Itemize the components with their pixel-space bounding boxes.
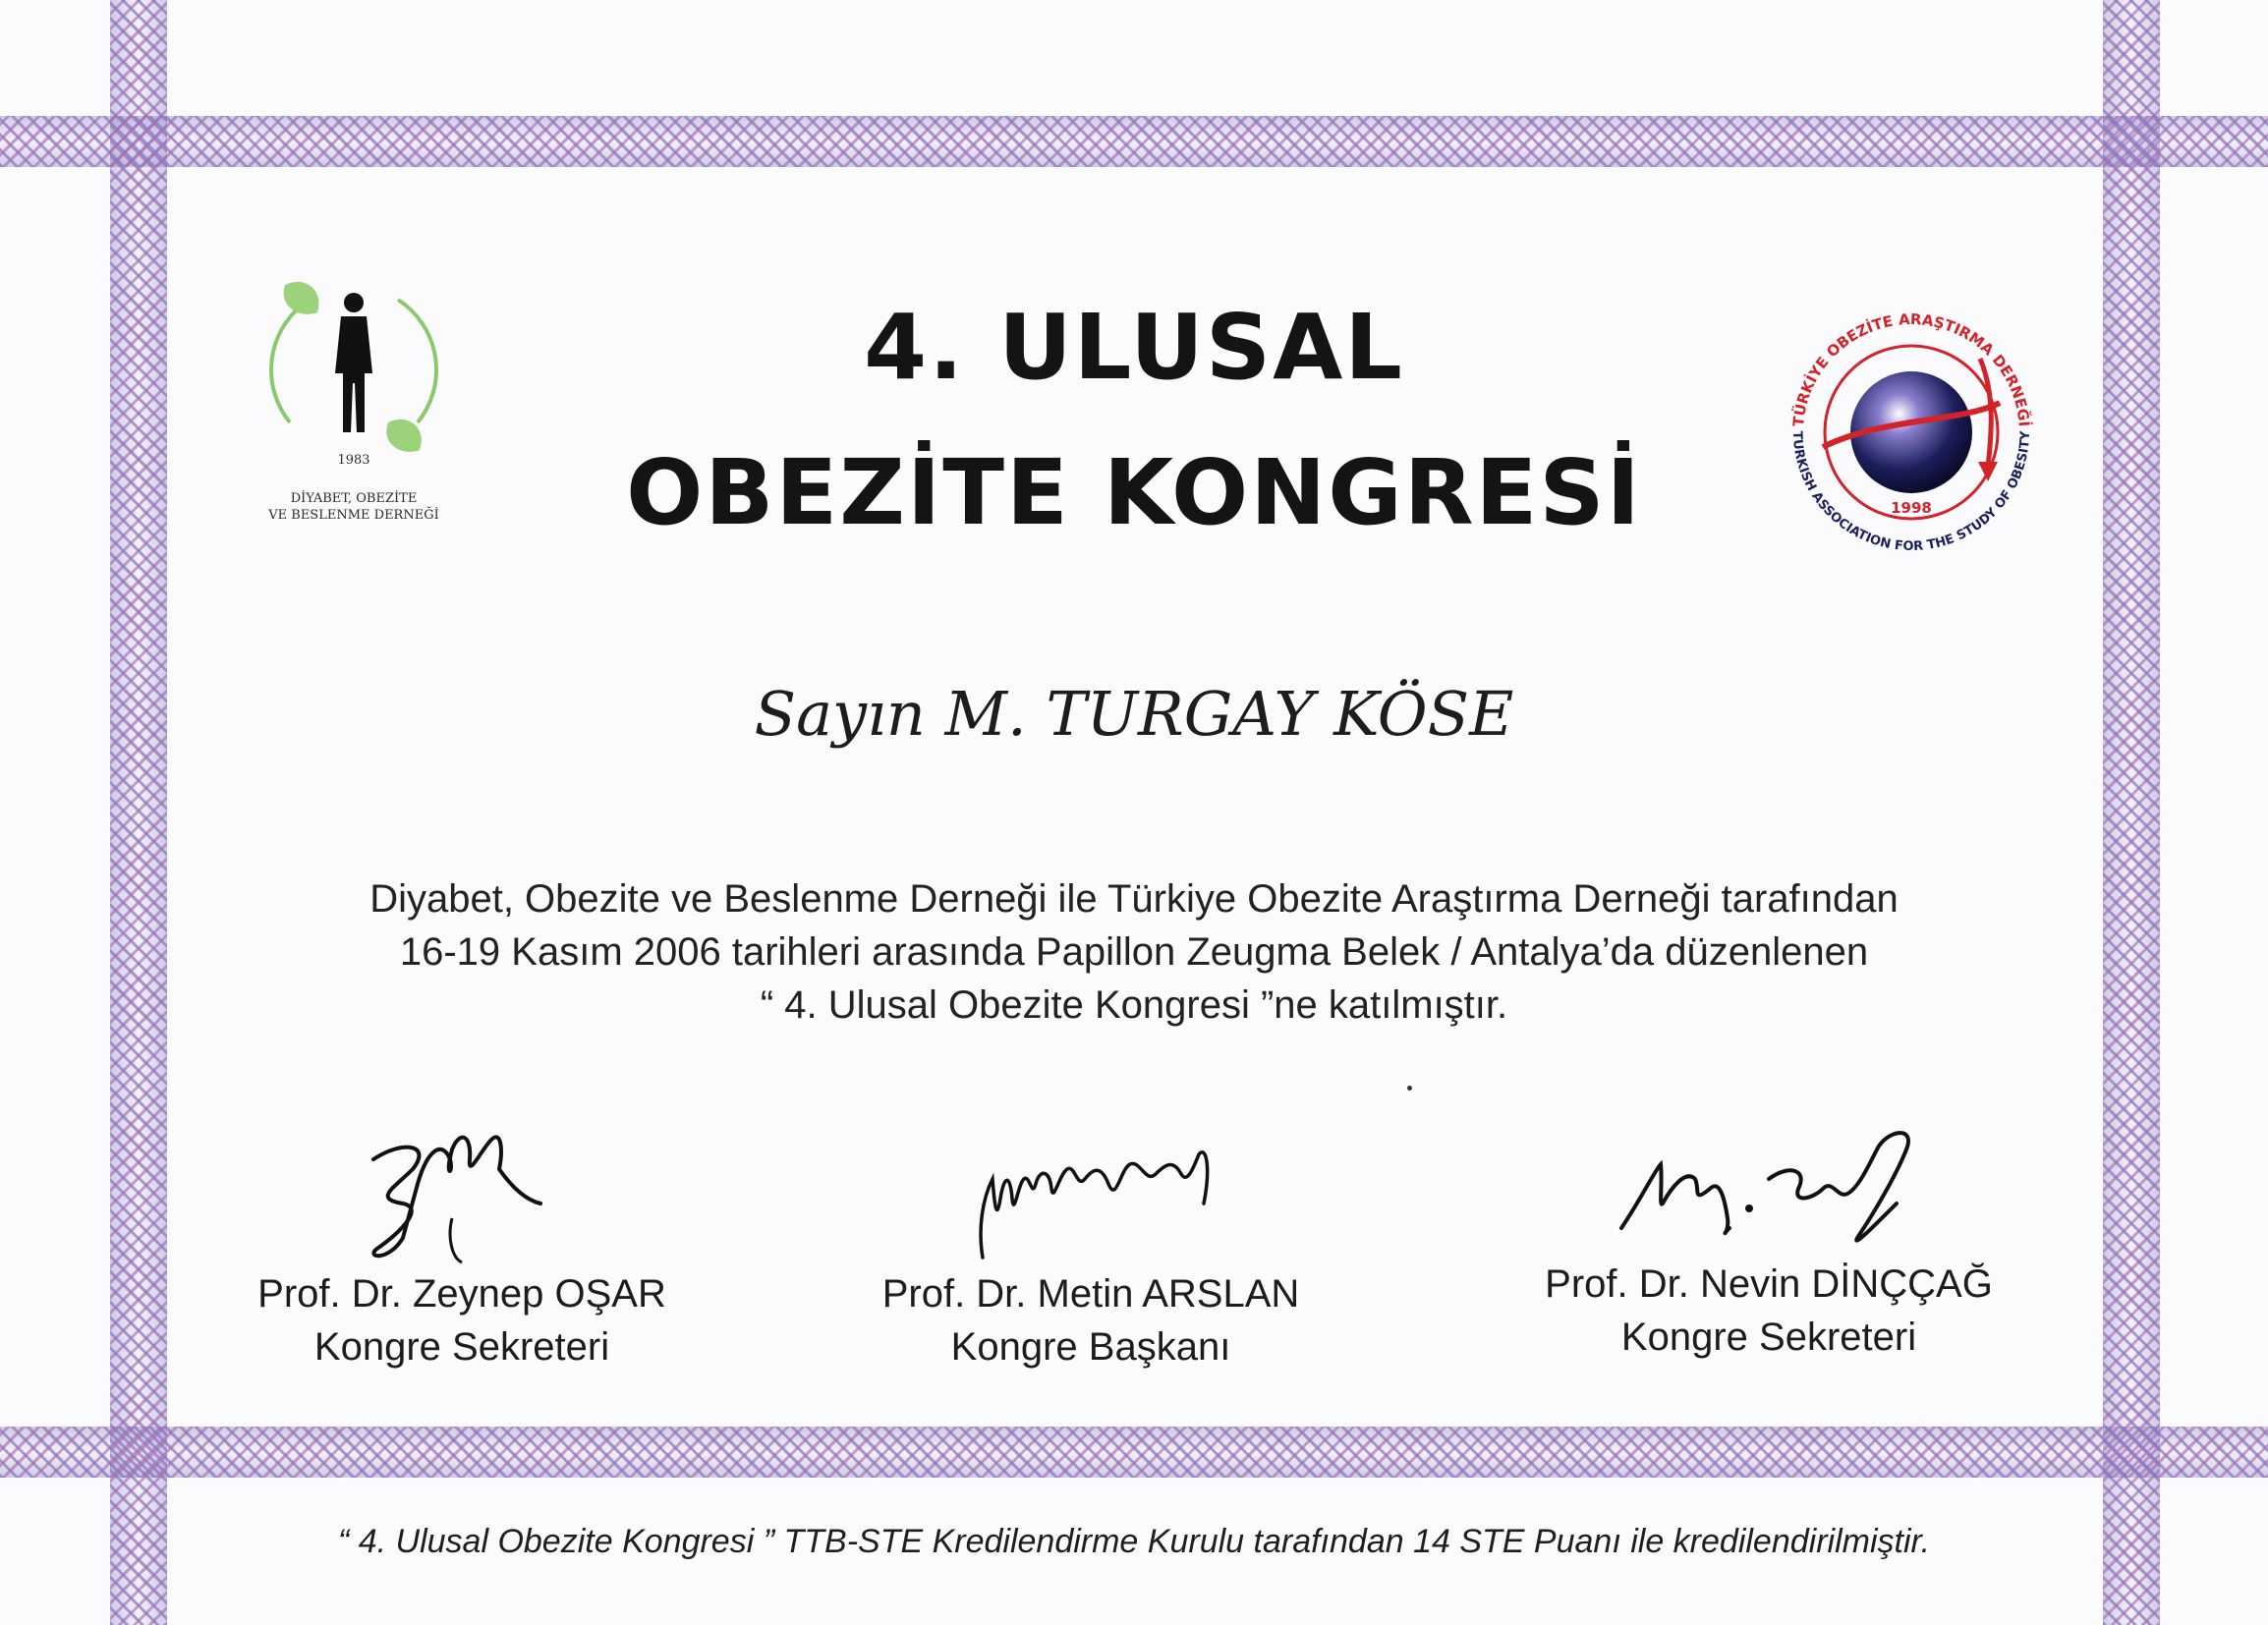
handwritten-signature-2 [953,1130,1228,1267]
border-bottom [0,1427,2268,1478]
signatory-3-name: Prof. Dr. Nevin DİNÇÇAĞ [1545,1262,1993,1306]
logo-right-ring-bottom: TURKISH ASSOCIATION FOR THE STUDY OF OBESITY [1788,430,2034,555]
handwritten-signature-3 [1602,1110,1936,1258]
signatory-3 [1494,1110,2044,1364]
border-right [2103,0,2160,1625]
logo-right-ring-top: TÜRKİYE OBEZİTE ARAŞTIRMA DERNEĞİ [1789,309,2033,427]
credit-note: “ 4. Ulusal Obezite Kongresi ” TTB-STE Kredilendirme Kurulu tarafından 14 STE Puanı ile kredilendirilmiştir. [337,1523,1931,1560]
body-line-3: “ 4. Ulusal Obezite Kongresi ”ne katılmıştır. [760,983,1508,1027]
handwritten-signature-1 [334,1091,590,1267]
body-line-2: 16-19 Kasım 2006 tarihleri arasında Papillon Zeugma Belek / Antalya’da düzenlenen [399,930,1869,974]
signatory-2 [825,1130,1356,1373]
title-line-2: OBEZİTE KONGRESİ [626,440,1642,545]
logo-left-name-line-1: DİYABET, OBEZİTE [290,491,418,506]
ink-dot [1407,1086,1412,1091]
border-top [0,116,2268,167]
signatory-2-role: Kongre Başkanı [950,1325,1231,1369]
recipient-name: Sayın M. TURGAY KÖSE [754,678,1514,750]
title-line-1: 4. ULUSAL [864,295,1404,400]
signatory-2-name: Prof. Dr. Metin ARSLAN [881,1272,1300,1316]
signatory-1 [197,1091,727,1373]
body-line-1: Diyabet, Obezite ve Beslenme Derneği ile Türkiye Obezite Araştırma Derneği tarafından [369,877,1899,921]
logo-left-name-line-2: VE BESLENME DERNEĞİ [268,508,439,523]
certificate-body [197,872,2071,1032]
signatory-3-role: Kongre Sekreteri [1620,1316,1917,1359]
logo-right-year: 1998 [1891,499,1932,517]
signatory-1-name: Prof. Dr. Zeynep OŞAR [257,1272,666,1316]
logo-left-year: 1983 [337,453,370,468]
border-left [110,0,167,1625]
signatory-1-role: Kongre Sekreteri [313,1325,610,1369]
